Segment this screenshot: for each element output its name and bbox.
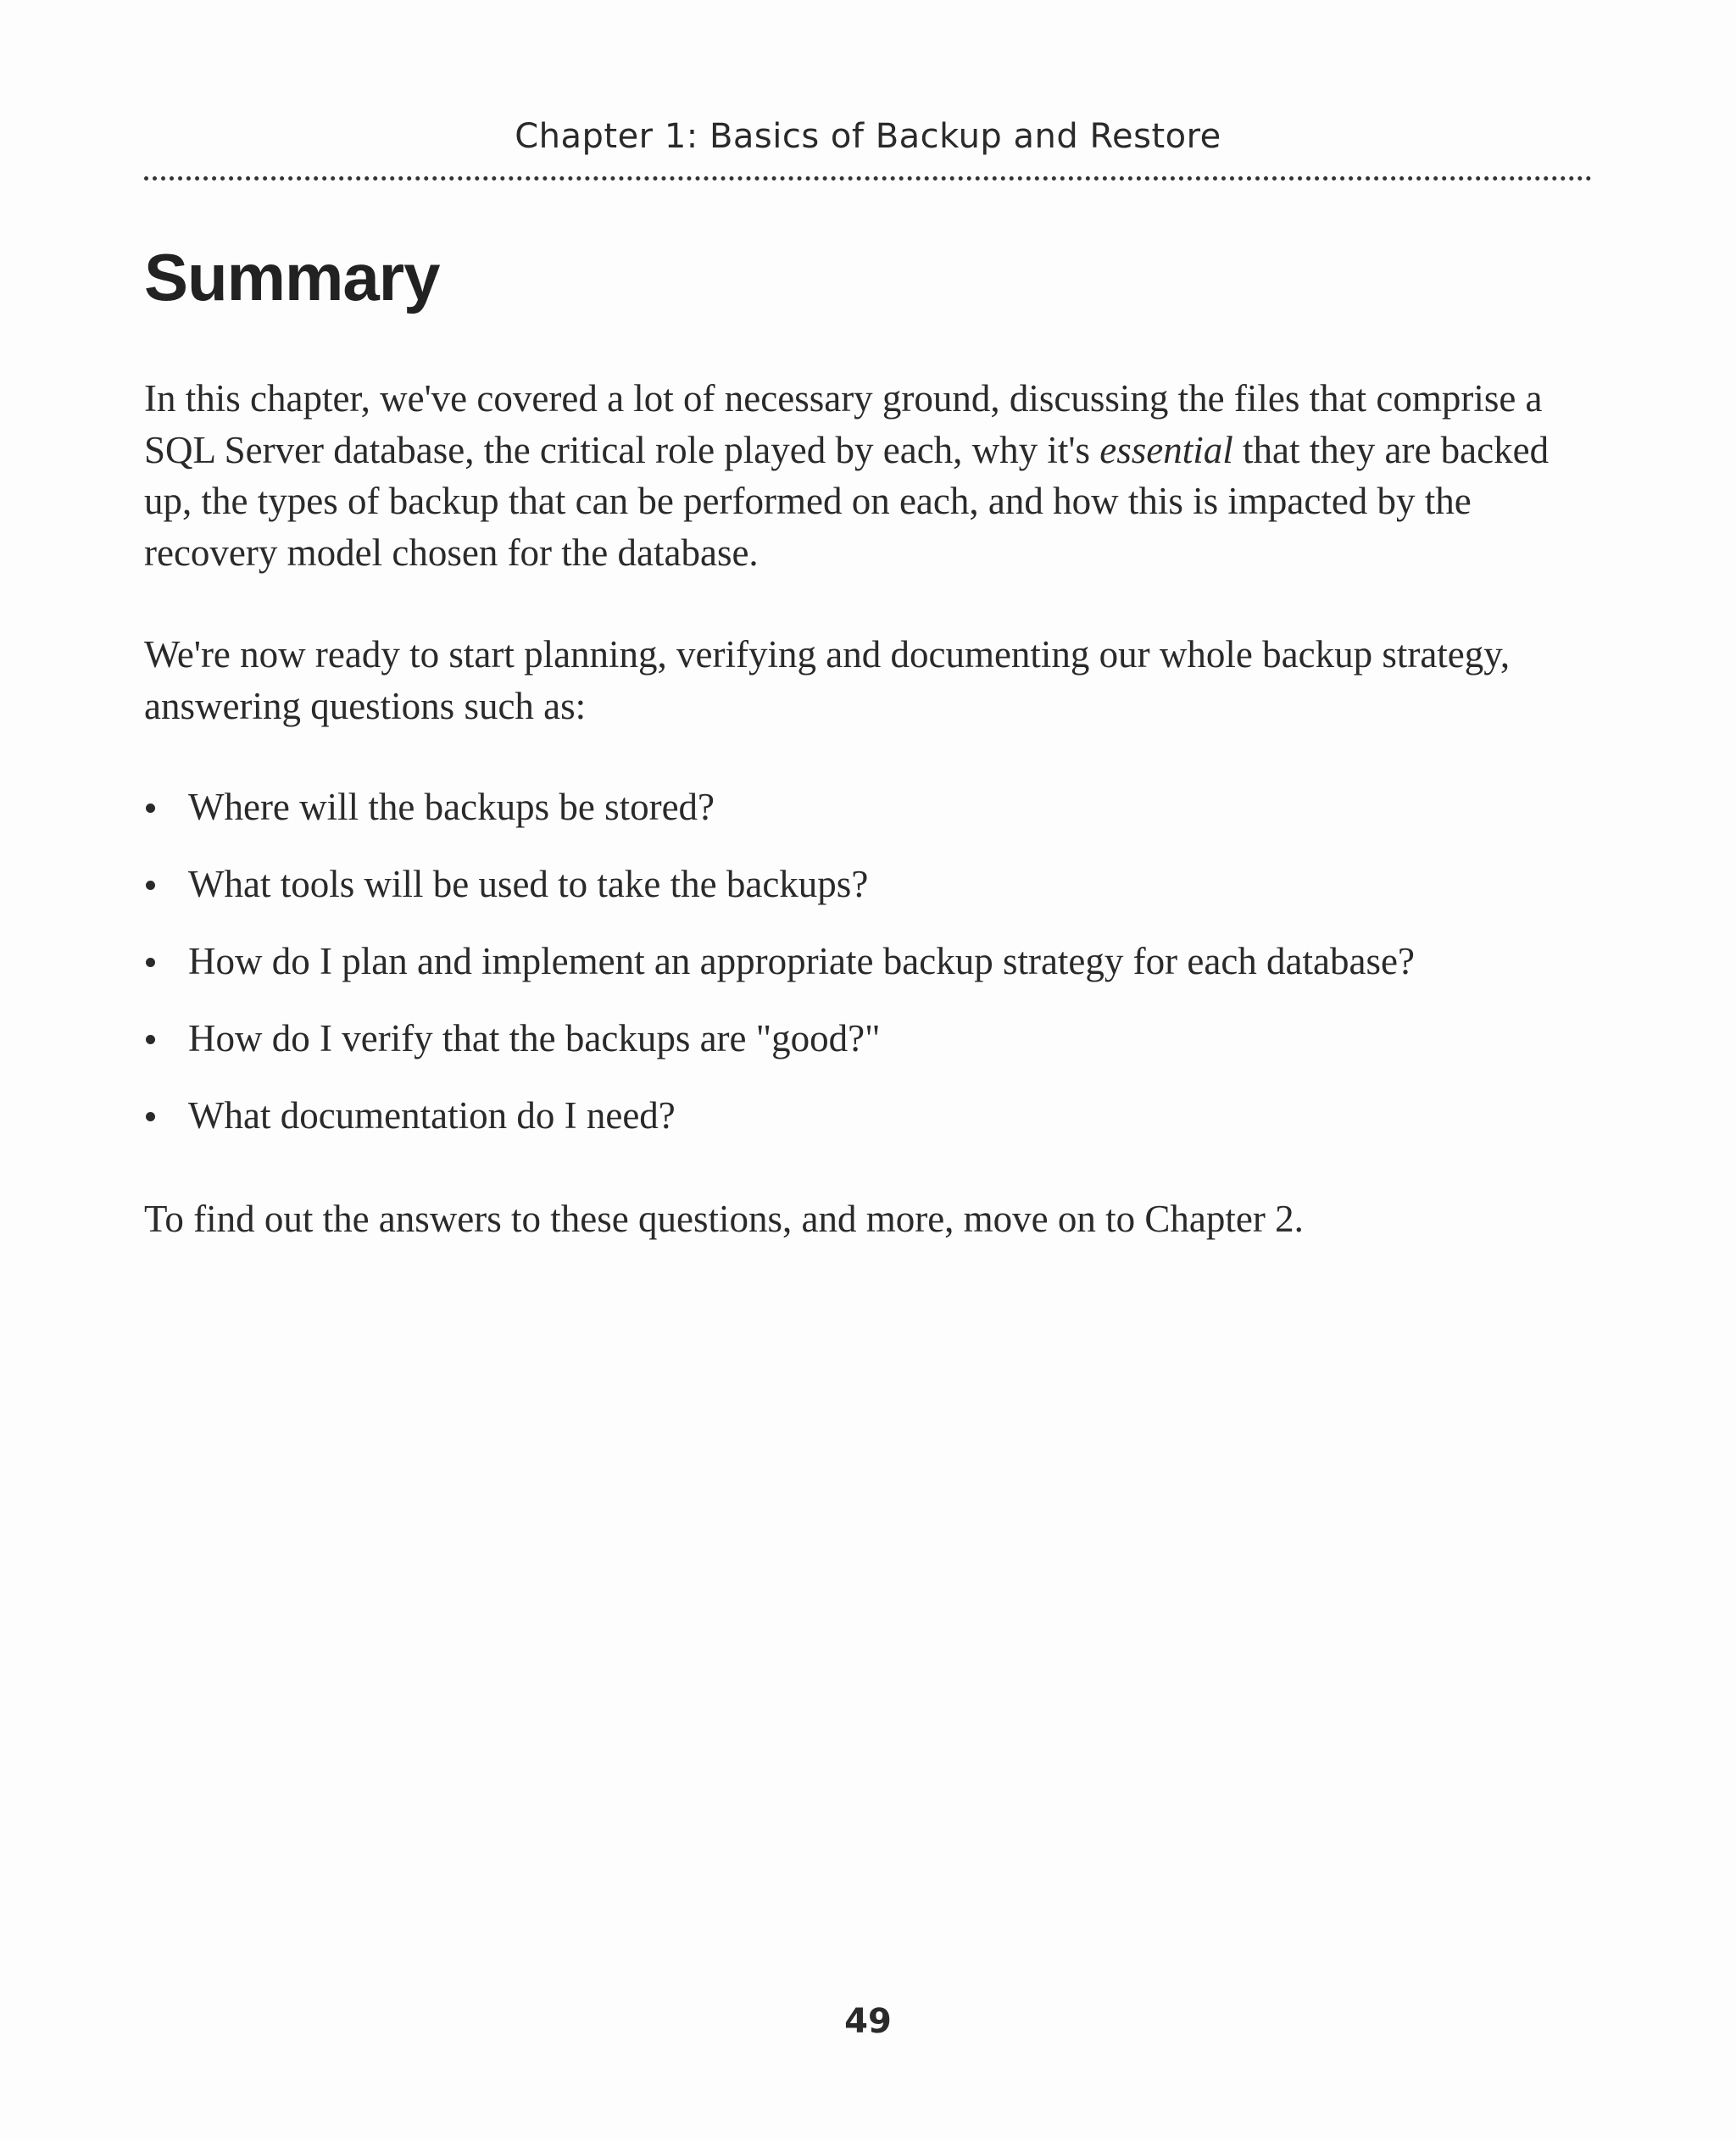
page-number: 49 bbox=[844, 2002, 892, 2041]
bullet-icon bbox=[146, 804, 155, 813]
list-item-text: What tools will be used to take the backups? bbox=[188, 863, 869, 905]
list-item bbox=[144, 1090, 1594, 1167]
header-dotted-rule bbox=[144, 176, 1592, 181]
bullet-icon bbox=[146, 881, 155, 890]
list-item-text: How do I verify that the backups are "good?" bbox=[188, 1017, 881, 1059]
questions-list bbox=[144, 781, 1594, 1167]
list-item bbox=[144, 859, 1594, 936]
intro-emphasis: essential bbox=[1099, 428, 1233, 471]
next-steps-paragraph: We're now ready to start planning, verifying and documenting our whole backup strategy, answering questions such as: bbox=[144, 633, 1511, 727]
running-header: Chapter 1: Basics of Backup and Restore bbox=[515, 117, 1221, 156]
intro-text-part1: In this chapter, we've covered a lot of necessary ground, discussing the files that comprise a SQL Server database, the critical role played by each, why it's bbox=[144, 377, 1543, 471]
closing-paragraph: To find out the answers to these questions, and more, move on to Chapter 2. bbox=[144, 1198, 1304, 1240]
list-item bbox=[144, 1013, 1594, 1090]
bullet-icon bbox=[146, 1112, 155, 1121]
list-item-text: What documentation do I need? bbox=[188, 1094, 676, 1137]
list-item bbox=[144, 936, 1594, 1013]
intro-text-part2: that they are backed up, the types of backup that can be performed on each, and how this is impacted by the recovery model chosen for the database. bbox=[144, 428, 1550, 574]
list-item-text: Where will the backups be stored? bbox=[188, 786, 715, 828]
section-title: Summary bbox=[144, 240, 440, 314]
list-item bbox=[144, 781, 1594, 859]
bullet-icon bbox=[146, 1035, 155, 1044]
list-item-text: How do I plan and implement an appropriate backup strategy for each database? bbox=[188, 940, 1415, 982]
bullet-icon bbox=[146, 958, 155, 967]
intro-paragraph bbox=[144, 373, 1594, 578]
